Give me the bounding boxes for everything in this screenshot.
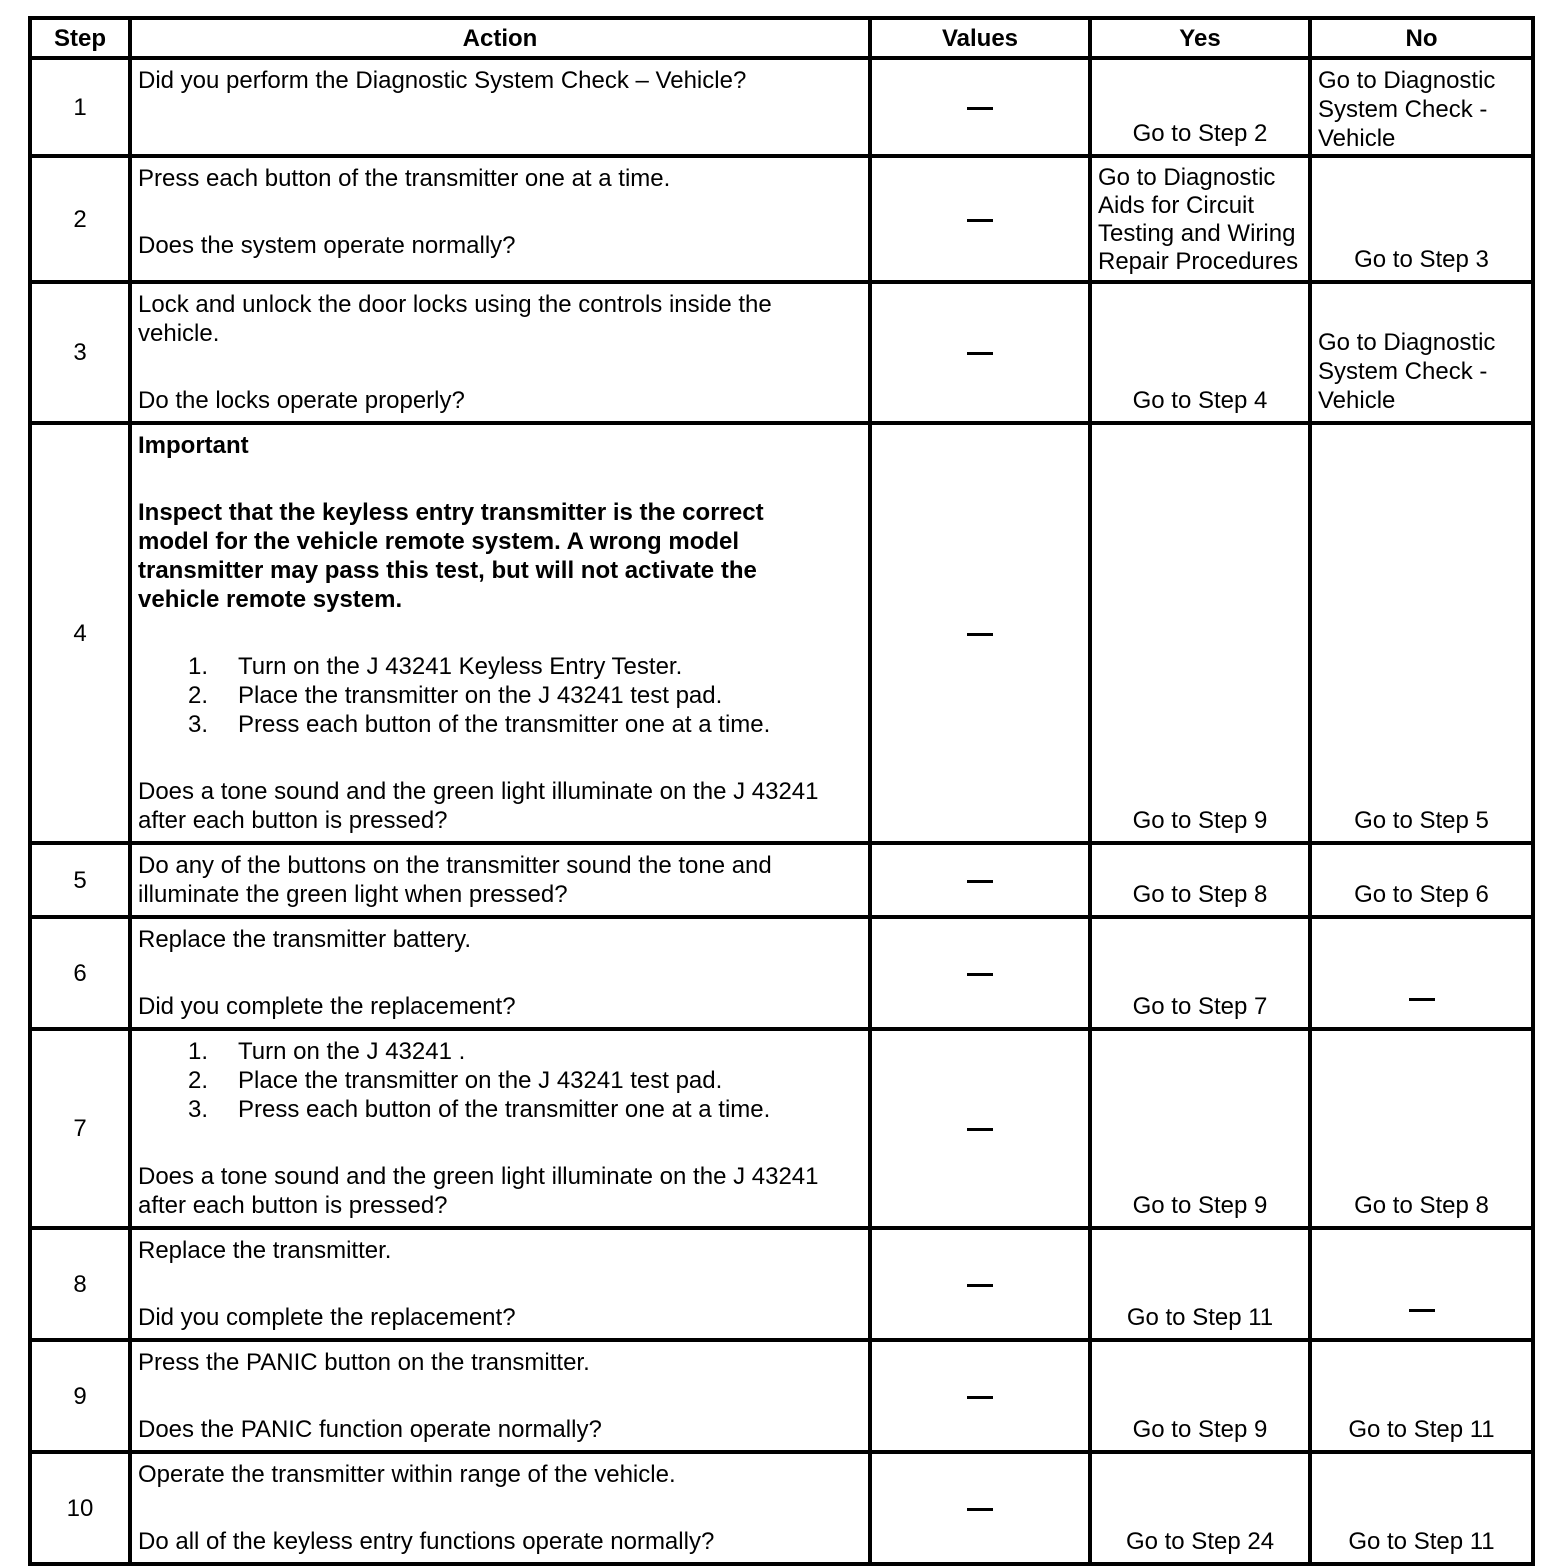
step-number: 3 bbox=[32, 284, 128, 421]
values-cell bbox=[872, 425, 1088, 841]
step-number: 4 bbox=[32, 425, 128, 841]
values-cell bbox=[872, 284, 1088, 421]
table-row bbox=[32, 1230, 1531, 1338]
action-cell bbox=[132, 1230, 868, 1338]
action-text: Press each button of the transmitter one at a time. bbox=[138, 165, 671, 192]
no-cell bbox=[1312, 425, 1531, 841]
list-item: 1. Turn on the J 43241 . bbox=[188, 1038, 466, 1065]
header-no: No bbox=[1312, 20, 1531, 56]
values-cell bbox=[872, 919, 1088, 1027]
action-text: Replace the transmitter battery. bbox=[138, 926, 472, 953]
action-cell bbox=[132, 1031, 868, 1226]
action-question: Did you complete the replacement? bbox=[138, 993, 516, 1020]
diagnostic-table bbox=[28, 16, 1535, 1566]
action-cell bbox=[132, 425, 868, 841]
yes-text: Go to Step 7 bbox=[1132, 993, 1268, 1020]
list-item: 2. Place the transmitter on the J 43241 test pad. bbox=[188, 682, 723, 709]
step-number: 8 bbox=[32, 1230, 128, 1338]
yes-text: Go to Step 11 bbox=[1126, 1304, 1274, 1331]
step-number: 10 bbox=[32, 1454, 128, 1562]
step-number: 6 bbox=[32, 919, 128, 1027]
no-text bbox=[1312, 1295, 1531, 1324]
no-cell bbox=[1312, 845, 1531, 915]
action-cell bbox=[132, 1454, 868, 1562]
yes-cell bbox=[1092, 845, 1308, 915]
action-cell bbox=[132, 284, 868, 421]
yes-cell bbox=[1092, 425, 1308, 841]
action-question: Do all of the keyless entry functions operate normally? bbox=[138, 1528, 715, 1555]
action-question: Did you complete the replacement? bbox=[138, 1304, 516, 1331]
list-item: 2. Place the transmitter on the J 43241 test pad. bbox=[188, 1067, 723, 1094]
dash-icon bbox=[967, 1284, 993, 1287]
action-text: Did you perform the Diagnostic System Check – Vehicle? bbox=[138, 67, 747, 94]
no-cell bbox=[1312, 1031, 1531, 1226]
no-text: Go to Step 11 bbox=[1348, 1528, 1495, 1555]
diagnostic-table-frame bbox=[28, 16, 1531, 1555]
header-action: Action bbox=[132, 20, 868, 56]
table-row bbox=[32, 919, 1531, 1027]
dash-icon bbox=[967, 973, 993, 976]
yes-text: Go to Step 4 bbox=[1132, 387, 1268, 414]
no-text: Go to Step 6 bbox=[1354, 881, 1489, 908]
action-cell bbox=[132, 1342, 868, 1450]
no-text: Go to Step 8 bbox=[1354, 1192, 1489, 1219]
no-text: Go to Step 11 bbox=[1348, 1416, 1495, 1443]
dash-icon bbox=[967, 1508, 993, 1511]
no-cell bbox=[1312, 1342, 1531, 1450]
values-cell bbox=[872, 158, 1088, 280]
step-number: 2 bbox=[32, 158, 128, 280]
step-number: 1 bbox=[32, 60, 128, 154]
yes-text: Go to Step 9 bbox=[1132, 1416, 1268, 1443]
no-text bbox=[1312, 984, 1531, 1013]
action-text: Operate the transmitter within range of the vehicle. bbox=[138, 1461, 676, 1488]
table-row bbox=[32, 1342, 1531, 1450]
values-cell bbox=[872, 1031, 1088, 1226]
list-item: 3. Press each button of the transmitter one at a time. bbox=[188, 711, 771, 738]
yes-text: Go to Step 9 bbox=[1132, 1192, 1268, 1219]
list-item: 3. Press each button of the transmitter one at a time. bbox=[188, 1096, 771, 1123]
procedure-list bbox=[138, 1037, 860, 1124]
table-row bbox=[32, 1031, 1531, 1226]
dash-icon bbox=[967, 880, 993, 883]
action-text: Lock and unlock the door locks using the controls inside the vehicle. bbox=[138, 291, 772, 347]
no-cell bbox=[1312, 1454, 1531, 1562]
table-row bbox=[32, 284, 1531, 421]
no-cell bbox=[1312, 284, 1531, 421]
values-cell bbox=[872, 1230, 1088, 1338]
action-question: Do the locks operate properly? bbox=[138, 387, 465, 414]
action-cell bbox=[132, 845, 868, 915]
list-item: 1. Turn on the J 43241 Keyless Entry Tester. bbox=[188, 653, 683, 680]
yes-cell bbox=[1092, 60, 1308, 154]
dash-icon bbox=[967, 107, 993, 110]
dash-icon bbox=[967, 352, 993, 355]
action-question: Does a tone sound and the green light illuminate on the J 43241 after each button is pressed? bbox=[138, 778, 819, 834]
yes-cell bbox=[1092, 1454, 1308, 1562]
no-text: Go to Diagnostic System Check - Vehicle bbox=[1318, 67, 1496, 152]
values-cell bbox=[872, 845, 1088, 915]
step-number: 5 bbox=[32, 845, 128, 915]
yes-text: Go to Diagnostic Aids for Circuit Testing and Wiring Repair Procedures bbox=[1098, 164, 1299, 275]
no-cell bbox=[1312, 919, 1531, 1027]
action-cell bbox=[132, 919, 868, 1027]
action-text: Do any of the buttons on the transmitter sound the tone and illuminate the green light when pressed? bbox=[138, 852, 772, 908]
values-cell bbox=[872, 60, 1088, 154]
header-step: Step bbox=[32, 20, 128, 56]
dash-icon bbox=[967, 219, 993, 222]
table-row bbox=[32, 60, 1531, 154]
no-text: Go to Step 3 bbox=[1354, 246, 1489, 273]
values-cell bbox=[872, 1454, 1088, 1562]
no-text: Go to Step 5 bbox=[1354, 807, 1489, 834]
yes-cell bbox=[1092, 919, 1308, 1027]
header-values: Values bbox=[872, 20, 1088, 56]
no-cell bbox=[1312, 1230, 1531, 1338]
values-cell bbox=[872, 1342, 1088, 1450]
table-row bbox=[32, 1454, 1531, 1562]
yes-text: Go to Step 9 bbox=[1132, 807, 1268, 834]
action-text: Replace the transmitter. bbox=[138, 1237, 392, 1264]
action-cell bbox=[132, 158, 868, 280]
table-row bbox=[32, 845, 1531, 915]
no-cell bbox=[1312, 60, 1531, 154]
important-text: Inspect that the keyless entry transmitter is the correct model for the vehicle remote system. A wrong model transmitter may pass this test, but will not activate the vehicle remote system. bbox=[138, 499, 764, 613]
dash-icon bbox=[967, 633, 993, 636]
procedure-list bbox=[138, 652, 860, 739]
dash-icon bbox=[1409, 998, 1435, 1001]
dash-icon bbox=[967, 1396, 993, 1399]
yes-cell bbox=[1092, 1230, 1308, 1338]
action-text: Press the PANIC button on the transmitter. bbox=[138, 1349, 590, 1376]
action-question: Does a tone sound and the green light illuminate on the J 43241 after each button is pressed? bbox=[138, 1163, 819, 1219]
yes-cell bbox=[1092, 1342, 1308, 1450]
action-question: Does the PANIC function operate normally? bbox=[138, 1416, 602, 1443]
yes-cell bbox=[1092, 284, 1308, 421]
step-number: 7 bbox=[32, 1031, 128, 1226]
yes-cell bbox=[1092, 1031, 1308, 1226]
dash-icon bbox=[967, 1128, 993, 1131]
no-text: Go to Diagnostic System Check - Vehicle bbox=[1318, 329, 1496, 414]
yes-text: Go to Step 2 bbox=[1132, 120, 1268, 147]
yes-text: Go to Step 8 bbox=[1132, 881, 1268, 908]
yes-cell bbox=[1092, 158, 1308, 280]
action-cell bbox=[132, 60, 868, 154]
table-row bbox=[32, 158, 1531, 280]
dash-icon bbox=[1409, 1309, 1435, 1312]
step-number: 9 bbox=[32, 1342, 128, 1450]
important-title: Important bbox=[138, 432, 249, 459]
no-cell bbox=[1312, 158, 1531, 280]
header-row bbox=[32, 20, 1531, 56]
header-yes: Yes bbox=[1092, 20, 1308, 56]
yes-text: Go to Step 24 bbox=[1125, 1528, 1275, 1555]
action-question: Does the system operate normally? bbox=[138, 232, 516, 259]
table-row bbox=[32, 425, 1531, 841]
